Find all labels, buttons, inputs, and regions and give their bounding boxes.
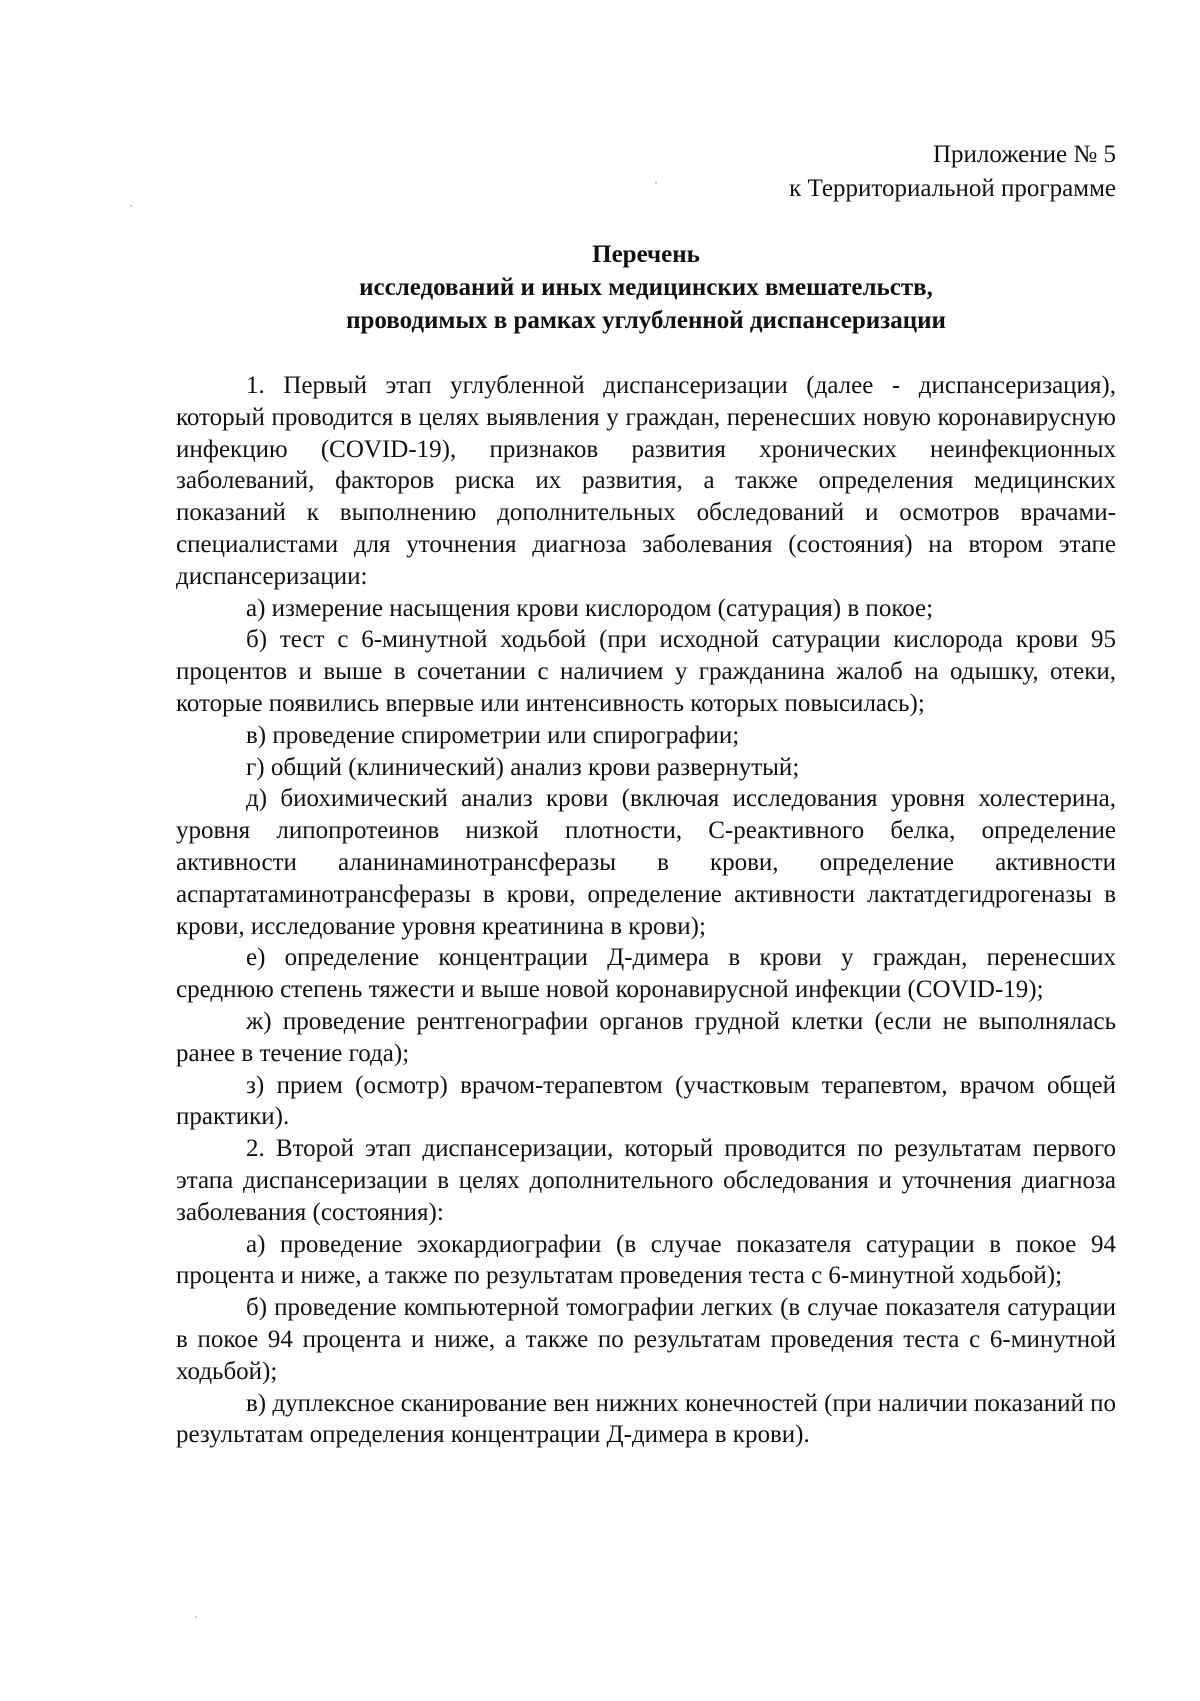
scan-speck [655, 182, 657, 184]
scan-speck [130, 205, 132, 207]
appendix-number: Приложение № 5 [932, 141, 1116, 168]
list-item-1g: г) общий (клинический) анализ крови развернутый; [246, 753, 800, 781]
list-item-1v: в) проведение спирометрии или спирографии; [246, 721, 740, 749]
list-item-1zh: ж) проведение рентгенографии органов грудной клетки (если не выполнялась ранее в течение года); [176, 1007, 1116, 1067]
document-title [176, 238, 1116, 337]
paragraph-stage-1-intro: 1. Первый этап углубленной диспансеризации (далее - диспансеризация), который проводится в целях выявления у граждан, перенесших новую коронавирусную инфекцию (COVID-19), признаков развития хронических неинфекционных заболеваний, факторов риска их развития, а также определения медицинских показаний к выполнению дополнительных обследований и осмотров врачами-специалистами для уточнения диагноза заболевания (состояния) на втором этапе диспансеризации: [176, 372, 1116, 590]
list-item-1z: з) прием (осмотр) врачом-терапевтом (участковым терапевтом, врачом общей практики). [176, 1071, 1116, 1131]
title-line-2: исследований и иных медицинских вмешательств, [359, 274, 933, 301]
list-item-1a: а) измерение насыщения крови кислородом (сатурация) в покое; [246, 594, 934, 622]
appendix-header [789, 138, 1116, 206]
title-line-1: Перечень [592, 241, 700, 268]
list-item-1e: е) определение концентрации Д-димера в крови у граждан, перенесших среднюю степень тяжести и выше новой коронавирусной инфекции (COVID-19); [176, 944, 1116, 1004]
paragraph-stage-2-intro: 2. Второй этап диспансеризации, который проводится по результатам первого этапа диспансеризации в целях дополнительного обследования и уточнения диагноза заболевания (состояния): [176, 1135, 1116, 1226]
scan-speck [195, 1616, 197, 1618]
list-item-2a: а) проведение эхокардиографии (в случае показателя сатурации в покое 94 процента и ниже, а также по результатам проведения теста с 6-минутной ходьбой); [176, 1230, 1116, 1290]
list-item-1d: д) биохимический анализ крови (включая исследования уровня холестерина, уровня липопротеинов низкой плотности, С-реактивного белка, определение активности аланинаминотрансферазы в крови, определение активности аспартатаминотрансферазы в крови, определение активности лактатдегидрогеназы в крови, исследование уровня креатинина в крови); [176, 785, 1116, 940]
document-body [176, 370, 1116, 1451]
list-item-2v: в) дуплексное сканирование вен нижних конечностей (при наличии показаний по результатам определения концентрации Д-димера в крови). [176, 1389, 1117, 1449]
appendix-reference: к Территориальной программе [789, 175, 1116, 202]
list-item-1b: б) тест с 6-минутной ходьбой (при исходной сатурации кислорода крови 95 процентов и выше в сочетании с наличием у гражданина жалоб на одышку, отеки, которые появились впервые или интенсивность которых повысилась); [176, 626, 1116, 717]
list-item-2b: б) проведение компьютерной томографии легких (в случае показателя сатурации в покое 94 процента и ниже, а также по результатам проведения теста с 6-минутной ходьбой); [176, 1294, 1116, 1385]
title-line-3: проводимых в рамках углубленной диспансеризации [346, 307, 946, 334]
